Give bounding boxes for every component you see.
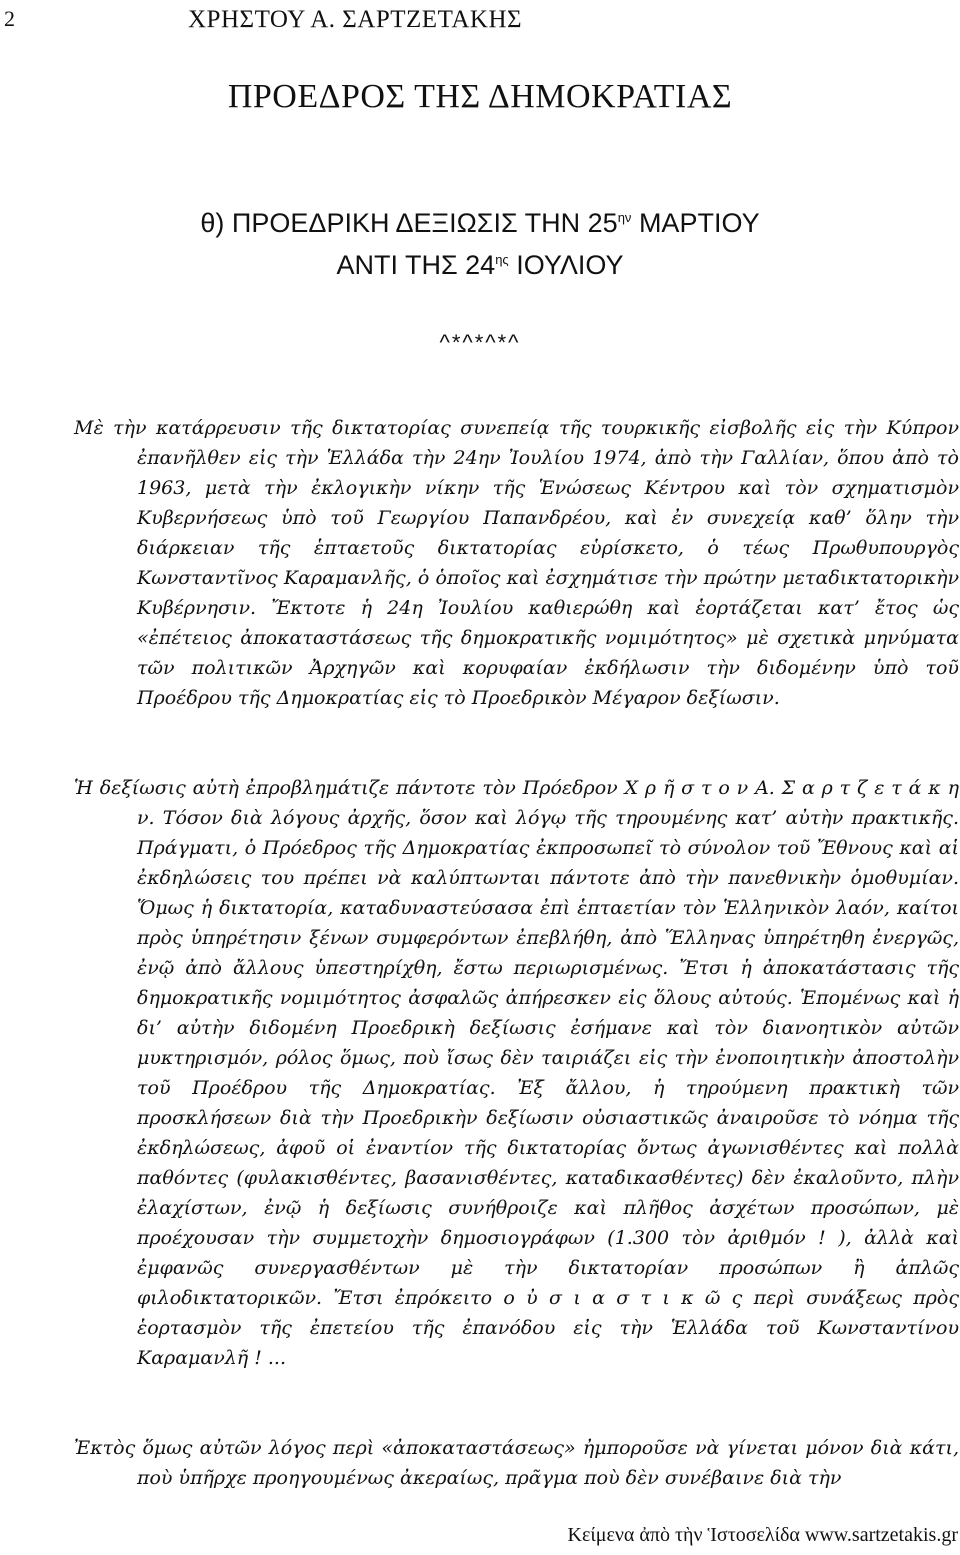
footer-source: Κείμενα ἀπὸ τὴν Ἱστοσελίδα www.sartzetakis.gr — [567, 1524, 958, 1546]
paragraph-1: Μὲ τὴν κατάρρευσιν τῆς δικτατορίας συνεπείᾳ τῆς τουρκικῆς εἰσβολῆς εἰς τὴν Κύπρον ἐπανῆλθεν εἰς τὴν Ἑλλάδα τὴν 24ην Ἰουλίου 1974, ἀπὸ τὴν Γαλλίαν, ὅπου ἀπὸ τὸ 1963, μετὰ τὴν ἐκλογικὴν νίκην τῆς Ἑνώσεως Κέντρου καὶ τὸν σχηματισμὸν Κυβερνήσεως ὑπὸ τοῦ Γεωργίου Παπανδρέου, καὶ ἐν συνεχείᾳ καθ’ ὅλην τὴν διάρκειαν τῆς ἑπταετοῦς δικτατορίας εὑρίσκετο, ὁ τέως Πρωθυπουργὸς Κωνσταντῖνος Καραμανλῆς, ὁ ὁποῖος καὶ ἐσχημάτισε τὴν πρώτην μεταδικτατορικὴν Κυβέρνησιν. Ἔκτοτε ἡ 24η Ἰουλίου καθιερώθη καὶ ἑορτάζεται κατ’ ἔτος ὡς «ἐπέτειος ἀποκαταστάσεως τῆς δημοκρατικῆς νομιμότητος» μὲ σχετικὰ μηνύματα τῶν πολιτικῶν Ἀρχηγῶν καὶ κορυφαίαν ἐκδήλωσιν τὴν διδομένην ὑπὸ τοῦ Προέδρου τῆς Δημοκρατίας εἰς τὸ Προεδρικὸν Μέγαρον δεξίωσιν. — [74, 417, 959, 709]
paragraph-2: Ἡ δεξίωσις αὐτὴ ἐπροβλημάτιζε πάντοτε τὸν Πρόεδρον Χ ρ ῆ σ τ ο ν Α. Σ α ρ τ ζ ε τ ά κ η ν. Τόσον διὰ λόγους ἀρχῆς, ὅσον καὶ λόγῳ τῆς τηρουμένης κατ’ αὐτὴν πρακτικῆς. Πράγματι, ὁ Πρόεδρος τῆς Δημοκρατίας ἐκπροσωπεῖ τὸ σύνολον τοῦ Ἔθνους καὶ αἱ ἐκδηλώσεις του πρέπει νὰ καλύπτωνται πάντοτε ἀπὸ τὴν πανεθνικὴν ὁμοθυμίαν. Ὅμως ἡ δικτατορία, καταδυναστεύσασα ἐπὶ ἑπταετίαν τὸν Ἑλληνικὸν λαόν, καίτοι πρὸς ὑπηρέτησιν ξένων συμφερόντων ἐπεβλήθη, ἀπὸ Ἕλληνας ὑπηρέτηθη ἐνεργῶς, ἐνῷ ἀπὸ ἄλλους ὑπεστηρίχθη, ἔστω περιωρισμένως. Ἔτσι ἡ ἀποκατάστασις τῆς δημοκρατικῆς νομιμότητος ἀσφαλῶς ἀπήρεσκεν εἰς ὅλους αὐτούς. Ἑπομένως καὶ ἡ δι’ αὐτὴν διδομένη Προεδρικὴ δεξίωσις ἐσήμανε καὶ τὸν διανοητικὸν αὐτῶν μυκτηρισμόν, ρόλος ὅμως, ποὺ ἴσως δὲν ταιριάζει εἰς τὴν ἐνοποιητικὴν ἀποστολὴν τοῦ Προέδρου τῆς Δημοκρατίας. Ἐξ ἄλλου, ἡ τηρούμενη πρακτικὴ τῶν προσκλήσεων διὰ τὴν Προεδρικὴν δεξίωσιν οὐσιαστικῶς ἀναιροῦσε τὸ νόημα τῆς ἐκδηλώσεως, ἀφοῦ οἱ ἐναντίον τῆς δικτατορίας ὄντως ἀγωνισθέντες καὶ πολλὰ παθόντες (φυλακισθέντες, βασανισθέντες, καταδικασθέντες) δὲν ἐκαλοῦντο, πλὴν ἐλαχίστων, ἐνῷ ἡ δεξίωσις συνήθροιζε καὶ πλῆθος ἀσχέτων προσώπων, μὲ προέχουσαν τὴν συμμετοχὴν δημοσιογράφων (1.300 τὸν ἀριθμόν ! ), ἀλλὰ καὶ ἐμφανῶς συνεργασθέντων μὲ τὴν δικτατορίαν προσώπων ἢ ἁπλῶς φιλοδικτατορικῶν. Ἔτσι ἐπρόκειτο ο ὐ σ ι α σ τ ι κ ῶ ς περὶ συνάξεως πρὸς ἑορτασμὸν τῆς ἐπετείου τῆς ἐπανόδου εἰς τὴν Ἑλλάδα τοῦ Κωνσταντίνου Καραμανλῆ ! ... — [74, 777, 959, 1369]
paragraph-3: Ἐκτὸς ὅμως αὐτῶν λόγος περὶ «ἀποκαταστάσεως» ἠμποροῦσε νὰ γίνεται μόνον διὰ κάτι, ποὺ ὑπῆρχε προηγουμένως ἀκεραίως, πρᾶγμα ποὺ δὲν συνέβαινε διὰ τὴν — [74, 1437, 959, 1489]
subtitle-line2-pre: ΑΝΤΙ ΤΗΣ 24 — [336, 250, 496, 280]
subtitle-line2-sup: ης — [495, 252, 509, 267]
ornament-divider: ^*^*^*^ — [439, 330, 521, 355]
subtitle-line1-post: ΜΑΡΤΙΟΥ — [631, 208, 760, 238]
section-subtitle-line1 — [0, 208, 960, 239]
subtitle-line2-post: ΙΟΥΛΙΟΥ — [508, 250, 624, 280]
page-number: 2 — [4, 6, 15, 31]
running-head: ΧΡΗΣΤΟΥ Α. ΣΑΡΤΖΕΤΑΚΗΣ — [188, 6, 523, 33]
subtitle-line1-sup: ην — [617, 210, 632, 225]
section-subtitle-line2 — [0, 250, 960, 281]
subtitle-line1-pre: θ) ΠΡΟΕΔΡΙΚΗ ΔΕΞΙΩΣΙΣ ΤΗΝ 25 — [200, 208, 618, 238]
chapter-title: ΠΡΟΕΔΡΟΣ ΤΗΣ ΔΗΜΟΚΡΑΤΙΑΣ — [227, 78, 733, 115]
